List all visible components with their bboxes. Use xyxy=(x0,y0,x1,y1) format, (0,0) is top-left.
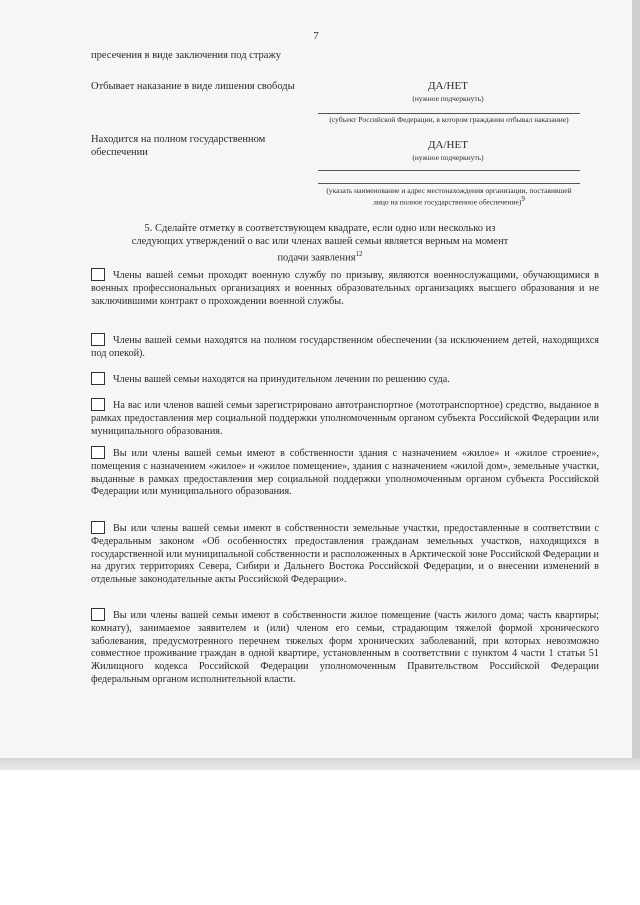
footnote-12: 12 xyxy=(355,250,363,258)
statement-residential-property: Вы или члены вашей семьи имеют в собственности здания с назначением «жилое» и «жилое строение», помещения с назначением «жилое» и «жилое помещение», здания с назначением «жилой дом», земельные участки, выданные в рамках предоставления мер социальной поддержки уполномоченным органом субъекта Российской Федерации или муниципального образования. xyxy=(91,448,599,498)
deprivation-label: Отбывает наказание в виде лишения свободы xyxy=(91,81,295,92)
state-support-hint: (нужное подчеркнуть) xyxy=(412,153,484,162)
checkbox[interactable] xyxy=(91,372,105,385)
state-support-answer[interactable]: ДА/НЕТ xyxy=(428,139,468,151)
statement-military-service: Члены вашей семьи проходят военную службу по призыву, являются военнослужащими, обучающимися в военных профессиональных организациях и военных образовательных организациях высшего образования и не заключившими контракт о прохождении военной службы. xyxy=(91,270,599,307)
statement-compulsory-treatment: Члены вашей семьи находятся на принудительном лечении по решению суда. xyxy=(91,372,599,387)
state-support-org-hint: (указать наименование и адрес местонахождения организации, поставившей лицо на полное государственное обеспечение)$^9$ xyxy=(326,186,572,207)
checkbox[interactable] xyxy=(91,521,105,534)
page-bottom-edge xyxy=(0,758,640,770)
statement-vehicle: На вас или членов вашей семьи зарегистрировано автотранспортное (мототранспортное) средство, выданное в рамках предоставления мер социальной поддержки уполномоченным органом субъекта Российской Федерации или муниципального образования. xyxy=(91,400,599,437)
statement-chronic-illness-housing: Вы или члены вашей семьи имеют в собственности жилое помещение (часть жилого дома; часть квартиры; комнату), занимаемое заявителем и (или) членом его семьи, страдающим тяжелой формой хронического заболевания, предусмотренного перечнем тяжелых форм хронических заболеваний, при которых невозможно совместное проживание граждан в одной квартире, установленным в соответствии с пунктом 4 части 1 статьи 51 Жилищного кодекса Российской Федерации уполномоченным Правительством Российской Федерации федеральным органом исполнительной власти. xyxy=(91,610,599,685)
section-5-heading: 5. Сделайте отметку в соответствующем квадрате, если одно или несколько из следующих утверждений о вас или членах вашей семьи является верным на момент подачи заявления$^{12}$ xyxy=(131,223,509,264)
checkbox[interactable] xyxy=(91,268,105,281)
state-support-label: Находится на полном государственном обеспечении xyxy=(91,134,266,158)
state-support-org-line-2[interactable] xyxy=(318,183,580,184)
deprivation-subject-line[interactable] xyxy=(318,113,580,114)
checkbox[interactable] xyxy=(91,333,105,346)
detention-text: пресечения в виде заключения под стражу xyxy=(91,50,281,61)
checkbox[interactable] xyxy=(91,446,105,459)
page-number: 7 xyxy=(313,30,319,42)
footnote-9: 9 xyxy=(521,195,525,203)
checkbox[interactable] xyxy=(91,608,105,621)
statement-state-support: Члены вашей семьи находятся на полном государственном обеспечении (за исключением детей, находящихся под опекой). xyxy=(91,335,599,359)
deprivation-answer[interactable]: ДА/НЕТ xyxy=(428,80,468,92)
deprivation-subject-hint: (субъект Российской Федерации, в котором гражданин отбывал наказание) xyxy=(329,115,569,124)
checkbox[interactable] xyxy=(91,398,105,411)
statement-land-plots: Вы или члены вашей семьи имеют в собственности земельные участки, предоставленные в соответствии с Федеральным законом «Об особенностях предоставления гражданам земельных участков, находящихся в государственной или муниципальной собственности и расположенных в Арктической зоне Российской Федерации и на других территориях Севера, Сибири и Дальнего Востока Российской Федерации, и о внесении изменений в отдельные законодательные акты Российской Федерации». xyxy=(91,523,599,586)
deprivation-hint: (нужное подчеркнуть) xyxy=(412,94,484,103)
state-support-org-line-1[interactable] xyxy=(318,170,580,171)
